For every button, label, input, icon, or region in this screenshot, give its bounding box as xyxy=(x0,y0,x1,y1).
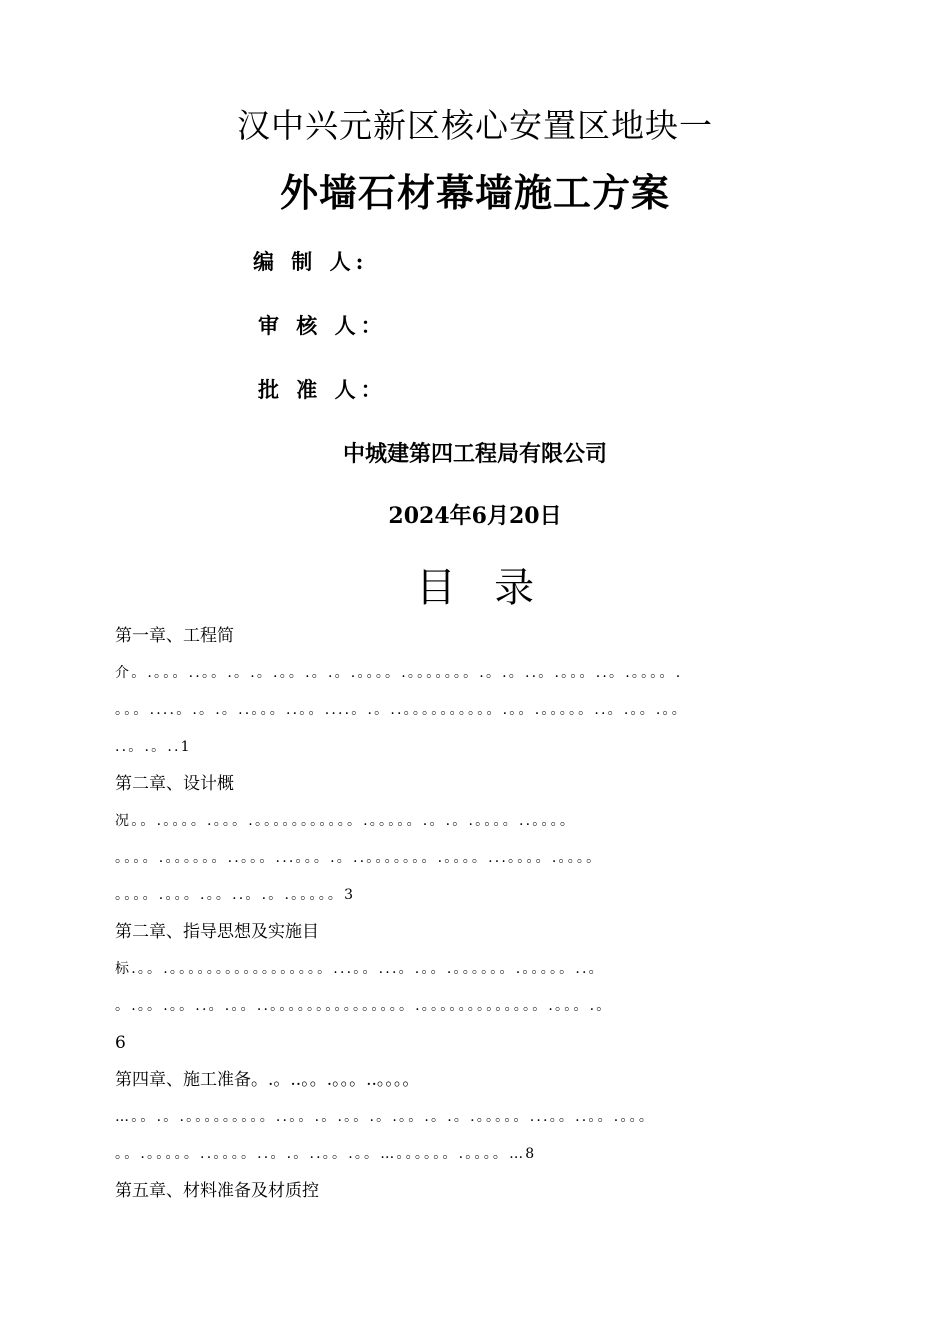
toc-line: 第五章、材料准备及材质控 xyxy=(115,1181,319,1201)
toc-entry-4[interactable] xyxy=(115,1062,863,1173)
toc-line: 第四章、施工准备。.。..。。.。。。..。。。。 xyxy=(115,1070,420,1090)
toc-entry-1[interactable] xyxy=(115,618,863,766)
toc-line: 况。。.。。。。.。。。.。。。。。。。。。。。.。。。。。.。.。.。。。。..。。。。 xyxy=(115,813,577,829)
toc-line: 6 xyxy=(115,1033,126,1053)
toc-entry-3[interactable] xyxy=(115,914,863,1062)
reviewer-label: 审 核 人： xyxy=(258,313,387,338)
compiler-label: 编 制 人: xyxy=(253,249,369,274)
approver-label: 批 准 人： xyxy=(258,377,387,402)
toc-line: ..。.。..1 xyxy=(115,739,192,755)
title-line-2: 外墙石材幕墙施工方案 xyxy=(279,170,670,215)
toc-line: 。。.。。。。。..。。。。..。.。..。。.。。…。。。。。。.。。。。…8 xyxy=(115,1146,537,1162)
toc-line: 第二章、设计概 xyxy=(115,774,234,794)
document-date: 2024年6月20日 xyxy=(388,503,562,529)
toc-line: 标.。。.。。。。。。。。。。。。。。。。。...。。...。.。。.。。。。。。.。。。。。..。 xyxy=(115,961,605,977)
toc-line: 第二章、指导思想及实施目 xyxy=(115,922,319,942)
toc-line: 。。。。.。。。.。。..。.。.。。。。。3 xyxy=(115,887,356,903)
toc-title: 目 录 xyxy=(415,565,535,611)
toc-line: 。.。。.。。..。.。。..。。。。。。。。。。。。。。。.。。。。。。。。。。。。。.。。。.。 xyxy=(115,998,613,1014)
company-name: 中城建第四工程局有限公司 xyxy=(342,441,607,467)
toc-line: 介。.。。。..。。.。.。.。。.。.。.。。。。.。。。。。。。.。.。..。.。。。..。.。。。。. xyxy=(115,665,683,681)
toc-line: …。。.。.。。。。。。。。。..。。.。.。。.。.。。.。.。.。。。。。...。。..。。.。。。 xyxy=(115,1109,656,1125)
table-of-contents xyxy=(115,618,863,1210)
title-line-1: 汉中兴元新区核心安置区地块一 xyxy=(237,106,713,145)
toc-entry-5[interactable] xyxy=(115,1173,863,1210)
toc-line: 第一章、工程简 xyxy=(115,626,234,646)
toc-line: 。。。。.。。。。。。..。。。...。。。.。..。。。。。。。.。。。。...。。。。.。。。。 xyxy=(115,850,603,866)
toc-entry-2[interactable] xyxy=(115,766,863,914)
toc-line: 。。。....。.。.。..。。。..。。....。.。..。。。。。。。。。。.。。.。。。。。..。.。。.。。 xyxy=(115,702,688,718)
